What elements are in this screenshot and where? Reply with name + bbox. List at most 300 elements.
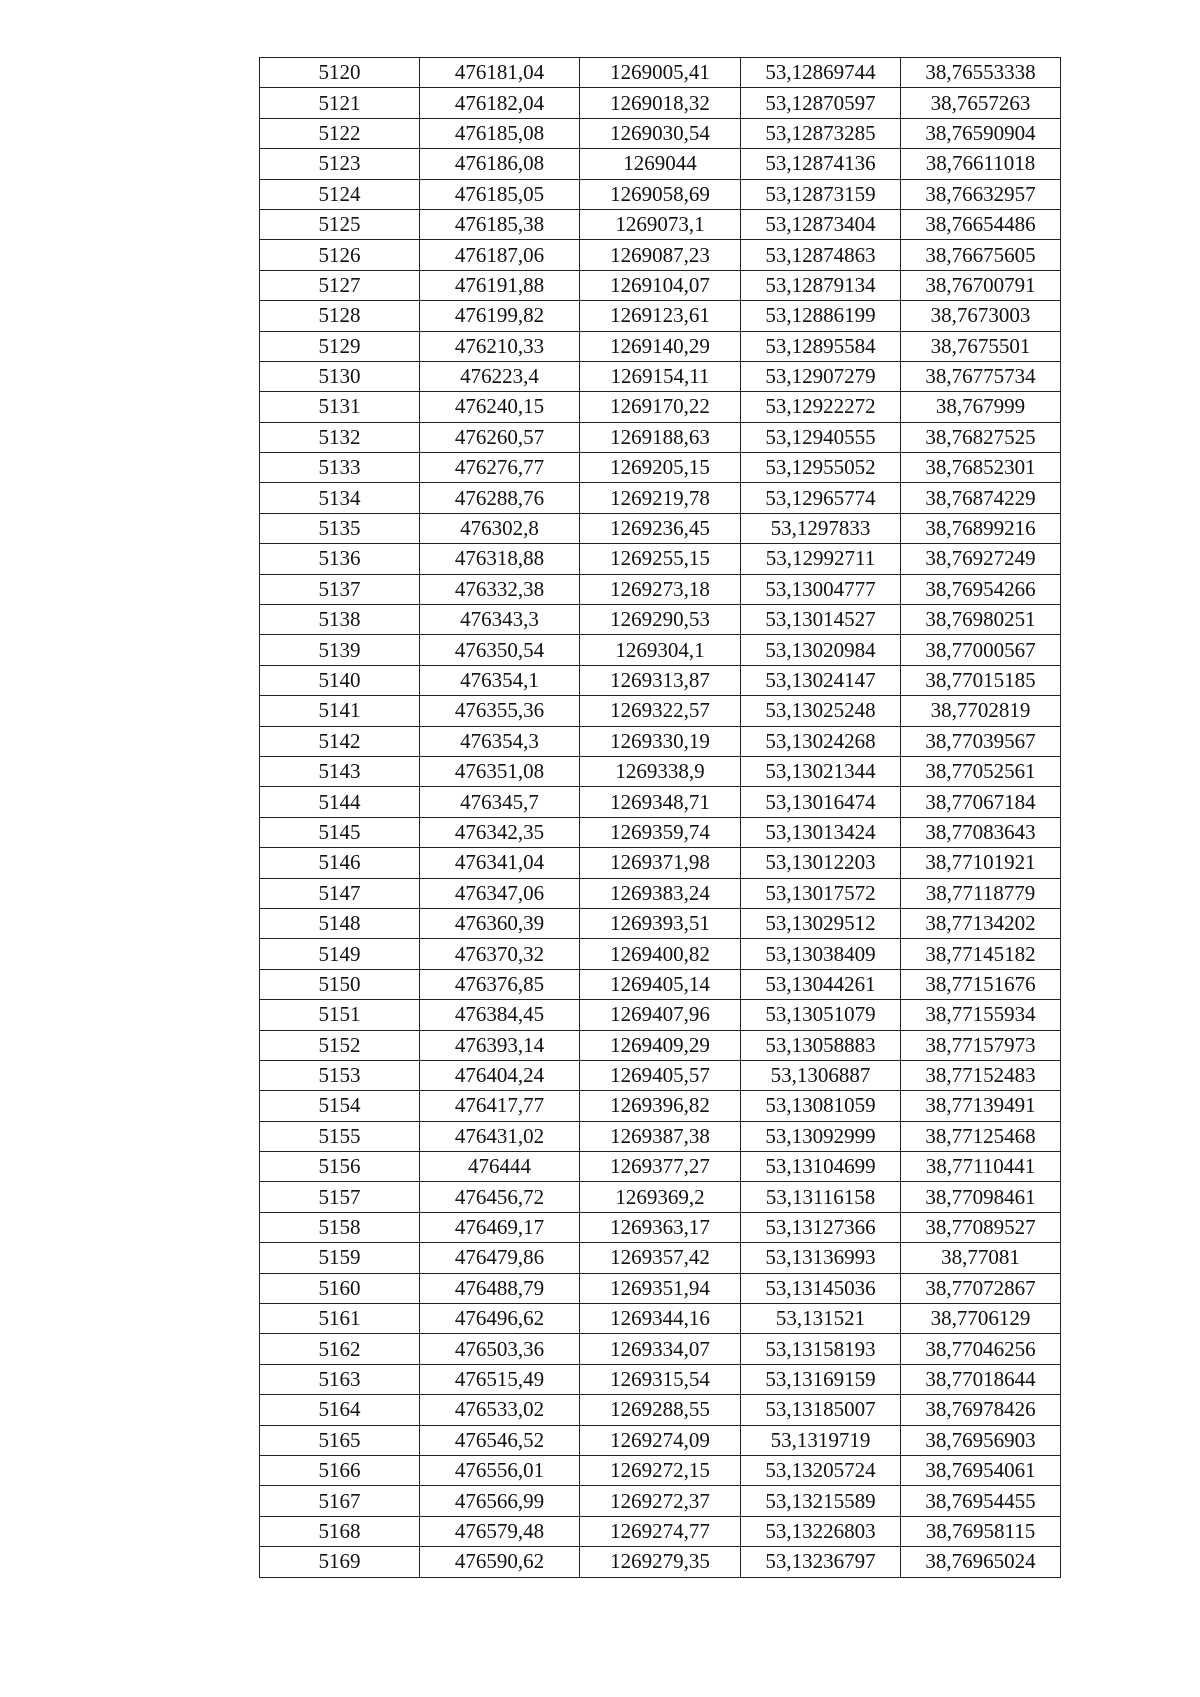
table-row <box>260 179 1061 209</box>
point-number-cell: 5146 <box>260 848 420 878</box>
y-coordinate-cell: 1269369,2 <box>580 1182 741 1212</box>
latitude-cell: 53,12965774 <box>741 483 901 513</box>
latitude-cell: 53,12992711 <box>741 544 901 574</box>
longitude-cell: 38,77046256 <box>901 1334 1061 1364</box>
latitude-cell: 53,12873159 <box>741 179 901 209</box>
longitude-cell: 38,77157973 <box>901 1030 1061 1060</box>
x-coordinate-cell: 476496,62 <box>420 1304 580 1334</box>
latitude-cell: 53,13025248 <box>741 696 901 726</box>
table-row <box>260 635 1061 665</box>
longitude-cell: 38,76874229 <box>901 483 1061 513</box>
point-number-cell: 5126 <box>260 240 420 270</box>
latitude-cell: 53,12886199 <box>741 301 901 331</box>
y-coordinate-cell: 1269274,09 <box>580 1425 741 1455</box>
longitude-cell: 38,76978426 <box>901 1395 1061 1425</box>
latitude-cell: 53,12922272 <box>741 392 901 422</box>
y-coordinate-cell: 1269330,19 <box>580 726 741 756</box>
table-row <box>260 1152 1061 1182</box>
longitude-cell: 38,77139491 <box>901 1091 1061 1121</box>
x-coordinate-cell: 476503,36 <box>420 1334 580 1364</box>
x-coordinate-cell: 476182,04 <box>420 88 580 118</box>
longitude-cell: 38,76775734 <box>901 361 1061 391</box>
table-row <box>260 1516 1061 1546</box>
longitude-cell: 38,77152483 <box>901 1060 1061 1090</box>
x-coordinate-cell: 476302,8 <box>420 513 580 543</box>
y-coordinate-cell: 1269104,07 <box>580 270 741 300</box>
x-coordinate-cell: 476351,08 <box>420 756 580 786</box>
x-coordinate-cell: 476431,02 <box>420 1121 580 1151</box>
point-number-cell: 5142 <box>260 726 420 756</box>
point-number-cell: 5168 <box>260 1516 420 1546</box>
latitude-cell: 53,13158193 <box>741 1334 901 1364</box>
table-row <box>260 88 1061 118</box>
longitude-cell: 38,76675605 <box>901 240 1061 270</box>
y-coordinate-cell: 1269255,15 <box>580 544 741 574</box>
longitude-cell: 38,76927249 <box>901 544 1061 574</box>
latitude-cell: 53,13104699 <box>741 1152 901 1182</box>
coordinates-table <box>259 57 1061 1578</box>
x-coordinate-cell: 476566,99 <box>420 1486 580 1516</box>
y-coordinate-cell: 1269272,15 <box>580 1455 741 1485</box>
latitude-cell: 53,13081059 <box>741 1091 901 1121</box>
x-coordinate-cell: 476404,24 <box>420 1060 580 1090</box>
x-coordinate-cell: 476579,48 <box>420 1516 580 1546</box>
y-coordinate-cell: 1269344,16 <box>580 1304 741 1334</box>
point-number-cell: 5149 <box>260 939 420 969</box>
x-coordinate-cell: 476515,49 <box>420 1364 580 1394</box>
y-coordinate-cell: 1269371,98 <box>580 848 741 878</box>
x-coordinate-cell: 476181,04 <box>420 58 580 88</box>
longitude-cell: 38,76700791 <box>901 270 1061 300</box>
longitude-cell: 38,76958115 <box>901 1516 1061 1546</box>
point-number-cell: 5138 <box>260 605 420 635</box>
longitude-cell: 38,77081 <box>901 1243 1061 1273</box>
latitude-cell: 53,13205724 <box>741 1455 901 1485</box>
table-row <box>260 1182 1061 1212</box>
table-row <box>260 1030 1061 1060</box>
latitude-cell: 53,13145036 <box>741 1273 901 1303</box>
x-coordinate-cell: 476288,76 <box>420 483 580 513</box>
y-coordinate-cell: 1269351,94 <box>580 1273 741 1303</box>
table-row <box>260 1000 1061 1030</box>
x-coordinate-cell: 476191,88 <box>420 270 580 300</box>
point-number-cell: 5156 <box>260 1152 420 1182</box>
x-coordinate-cell: 476187,06 <box>420 240 580 270</box>
point-number-cell: 5152 <box>260 1030 420 1060</box>
y-coordinate-cell: 1269044 <box>580 149 741 179</box>
y-coordinate-cell: 1269334,07 <box>580 1334 741 1364</box>
longitude-cell: 38,77134202 <box>901 908 1061 938</box>
latitude-cell: 53,12873285 <box>741 118 901 148</box>
y-coordinate-cell: 1269400,82 <box>580 939 741 969</box>
table-row <box>260 939 1061 969</box>
longitude-cell: 38,76852301 <box>901 453 1061 483</box>
longitude-cell: 38,76980251 <box>901 605 1061 635</box>
y-coordinate-cell: 1269377,27 <box>580 1152 741 1182</box>
y-coordinate-cell: 1269393,51 <box>580 908 741 938</box>
latitude-cell: 53,13038409 <box>741 939 901 969</box>
latitude-cell: 53,12955052 <box>741 453 901 483</box>
x-coordinate-cell: 476456,72 <box>420 1182 580 1212</box>
table-row <box>260 726 1061 756</box>
longitude-cell: 38,76611018 <box>901 149 1061 179</box>
y-coordinate-cell: 1269363,17 <box>580 1212 741 1242</box>
point-number-cell: 5155 <box>260 1121 420 1151</box>
table-row <box>260 605 1061 635</box>
latitude-cell: 53,13044261 <box>741 969 901 999</box>
y-coordinate-cell: 1269154,11 <box>580 361 741 391</box>
latitude-cell: 53,13021344 <box>741 756 901 786</box>
latitude-cell: 53,13092999 <box>741 1121 901 1151</box>
x-coordinate-cell: 476223,4 <box>420 361 580 391</box>
point-number-cell: 5158 <box>260 1212 420 1242</box>
point-number-cell: 5136 <box>260 544 420 574</box>
latitude-cell: 53,12874863 <box>741 240 901 270</box>
longitude-cell: 38,77000567 <box>901 635 1061 665</box>
longitude-cell: 38,77145182 <box>901 939 1061 969</box>
x-coordinate-cell: 476546,52 <box>420 1425 580 1455</box>
longitude-cell: 38,77151676 <box>901 969 1061 999</box>
table-row <box>260 331 1061 361</box>
latitude-cell: 53,13185007 <box>741 1395 901 1425</box>
point-number-cell: 5159 <box>260 1243 420 1273</box>
longitude-cell: 38,76956903 <box>901 1425 1061 1455</box>
latitude-cell: 53,13024147 <box>741 665 901 695</box>
point-number-cell: 5166 <box>260 1455 420 1485</box>
latitude-cell: 53,13051079 <box>741 1000 901 1030</box>
table-row <box>260 301 1061 331</box>
x-coordinate-cell: 476332,38 <box>420 574 580 604</box>
x-coordinate-cell: 476360,39 <box>420 908 580 938</box>
table-row <box>260 58 1061 88</box>
table-row <box>260 1425 1061 1455</box>
point-number-cell: 5139 <box>260 635 420 665</box>
latitude-cell: 53,12874136 <box>741 149 901 179</box>
y-coordinate-cell: 1269313,87 <box>580 665 741 695</box>
longitude-cell: 38,77101921 <box>901 848 1061 878</box>
longitude-cell: 38,77155934 <box>901 1000 1061 1030</box>
y-coordinate-cell: 1269383,24 <box>580 878 741 908</box>
longitude-cell: 38,76632957 <box>901 179 1061 209</box>
latitude-cell: 53,12940555 <box>741 422 901 452</box>
point-number-cell: 5123 <box>260 149 420 179</box>
table-row <box>260 1395 1061 1425</box>
point-number-cell: 5143 <box>260 756 420 786</box>
table-row <box>260 665 1061 695</box>
x-coordinate-cell: 476318,88 <box>420 544 580 574</box>
x-coordinate-cell: 476354,3 <box>420 726 580 756</box>
x-coordinate-cell: 476341,04 <box>420 848 580 878</box>
table-row <box>260 787 1061 817</box>
x-coordinate-cell: 476350,54 <box>420 635 580 665</box>
y-coordinate-cell: 1269273,18 <box>580 574 741 604</box>
y-coordinate-cell: 1269030,54 <box>580 118 741 148</box>
x-coordinate-cell: 476384,45 <box>420 1000 580 1030</box>
latitude-cell: 53,1319719 <box>741 1425 901 1455</box>
x-coordinate-cell: 476590,62 <box>420 1547 580 1577</box>
longitude-cell: 38,77083643 <box>901 817 1061 847</box>
point-number-cell: 5120 <box>260 58 420 88</box>
x-coordinate-cell: 476533,02 <box>420 1395 580 1425</box>
latitude-cell: 53,1297833 <box>741 513 901 543</box>
table-row <box>260 1091 1061 1121</box>
point-number-cell: 5150 <box>260 969 420 999</box>
latitude-cell: 53,13058883 <box>741 1030 901 1060</box>
table-row <box>260 1060 1061 1090</box>
point-number-cell: 5165 <box>260 1425 420 1455</box>
table-row <box>260 270 1061 300</box>
table-row <box>260 1455 1061 1485</box>
table-row <box>260 1273 1061 1303</box>
table-row <box>260 756 1061 786</box>
point-number-cell: 5147 <box>260 878 420 908</box>
x-coordinate-cell: 476185,38 <box>420 209 580 239</box>
coordinates-table-body <box>260 58 1061 1578</box>
point-number-cell: 5163 <box>260 1364 420 1394</box>
y-coordinate-cell: 1269357,42 <box>580 1243 741 1273</box>
x-coordinate-cell: 476354,1 <box>420 665 580 695</box>
y-coordinate-cell: 1269018,32 <box>580 88 741 118</box>
point-number-cell: 5133 <box>260 453 420 483</box>
x-coordinate-cell: 476417,77 <box>420 1091 580 1121</box>
table-row <box>260 969 1061 999</box>
point-number-cell: 5153 <box>260 1060 420 1090</box>
point-number-cell: 5128 <box>260 301 420 331</box>
point-number-cell: 5131 <box>260 392 420 422</box>
latitude-cell: 53,13136993 <box>741 1243 901 1273</box>
y-coordinate-cell: 1269219,78 <box>580 483 741 513</box>
point-number-cell: 5125 <box>260 209 420 239</box>
longitude-cell: 38,77018644 <box>901 1364 1061 1394</box>
x-coordinate-cell: 476260,57 <box>420 422 580 452</box>
table-row <box>260 1334 1061 1364</box>
longitude-cell: 38,76899216 <box>901 513 1061 543</box>
latitude-cell: 53,13024268 <box>741 726 901 756</box>
latitude-cell: 53,13014527 <box>741 605 901 635</box>
table-row <box>260 1304 1061 1334</box>
point-number-cell: 5145 <box>260 817 420 847</box>
point-number-cell: 5144 <box>260 787 420 817</box>
point-number-cell: 5157 <box>260 1182 420 1212</box>
longitude-cell: 38,76954061 <box>901 1455 1061 1485</box>
y-coordinate-cell: 1269073,1 <box>580 209 741 239</box>
x-coordinate-cell: 476210,33 <box>420 331 580 361</box>
y-coordinate-cell: 1269170,22 <box>580 392 741 422</box>
x-coordinate-cell: 476185,05 <box>420 179 580 209</box>
latitude-cell: 53,13012203 <box>741 848 901 878</box>
y-coordinate-cell: 1269188,63 <box>580 422 741 452</box>
longitude-cell: 38,76553338 <box>901 58 1061 88</box>
x-coordinate-cell: 476240,15 <box>420 392 580 422</box>
latitude-cell: 53,13236797 <box>741 1547 901 1577</box>
point-number-cell: 5124 <box>260 179 420 209</box>
latitude-cell: 53,12879134 <box>741 270 901 300</box>
y-coordinate-cell: 1269396,82 <box>580 1091 741 1121</box>
y-coordinate-cell: 1269140,29 <box>580 331 741 361</box>
latitude-cell: 53,1306887 <box>741 1060 901 1090</box>
x-coordinate-cell: 476342,35 <box>420 817 580 847</box>
longitude-cell: 38,76827525 <box>901 422 1061 452</box>
table-row <box>260 483 1061 513</box>
longitude-cell: 38,767999 <box>901 392 1061 422</box>
y-coordinate-cell: 1269359,74 <box>580 817 741 847</box>
longitude-cell: 38,76954455 <box>901 1486 1061 1516</box>
latitude-cell: 53,13017572 <box>741 878 901 908</box>
y-coordinate-cell: 1269005,41 <box>580 58 741 88</box>
table-row <box>260 1364 1061 1394</box>
longitude-cell: 38,7657263 <box>901 88 1061 118</box>
point-number-cell: 5134 <box>260 483 420 513</box>
longitude-cell: 38,7673003 <box>901 301 1061 331</box>
y-coordinate-cell: 1269123,61 <box>580 301 741 331</box>
latitude-cell: 53,13226803 <box>741 1516 901 1546</box>
table-row <box>260 392 1061 422</box>
x-coordinate-cell: 476276,77 <box>420 453 580 483</box>
y-coordinate-cell: 1269087,23 <box>580 240 741 270</box>
point-number-cell: 5129 <box>260 331 420 361</box>
longitude-cell: 38,76965024 <box>901 1547 1061 1577</box>
longitude-cell: 38,77118779 <box>901 878 1061 908</box>
longitude-cell: 38,77015185 <box>901 665 1061 695</box>
latitude-cell: 53,12873404 <box>741 209 901 239</box>
y-coordinate-cell: 1269387,38 <box>580 1121 741 1151</box>
point-number-cell: 5141 <box>260 696 420 726</box>
x-coordinate-cell: 476376,85 <box>420 969 580 999</box>
longitude-cell: 38,7702819 <box>901 696 1061 726</box>
longitude-cell: 38,77125468 <box>901 1121 1061 1151</box>
y-coordinate-cell: 1269322,57 <box>580 696 741 726</box>
table-row <box>260 240 1061 270</box>
point-number-cell: 5151 <box>260 1000 420 1030</box>
point-number-cell: 5127 <box>260 270 420 300</box>
point-number-cell: 5122 <box>260 118 420 148</box>
table-row <box>260 544 1061 574</box>
x-coordinate-cell: 476393,14 <box>420 1030 580 1060</box>
table-row <box>260 1243 1061 1273</box>
table-row <box>260 1486 1061 1516</box>
x-coordinate-cell: 476185,08 <box>420 118 580 148</box>
x-coordinate-cell: 476444 <box>420 1152 580 1182</box>
table-row <box>260 878 1061 908</box>
y-coordinate-cell: 1269304,1 <box>580 635 741 665</box>
longitude-cell: 38,76954266 <box>901 574 1061 604</box>
x-coordinate-cell: 476347,06 <box>420 878 580 908</box>
point-number-cell: 5161 <box>260 1304 420 1334</box>
point-number-cell: 5137 <box>260 574 420 604</box>
point-number-cell: 5160 <box>260 1273 420 1303</box>
table-row <box>260 422 1061 452</box>
latitude-cell: 53,13016474 <box>741 787 901 817</box>
point-number-cell: 5164 <box>260 1395 420 1425</box>
latitude-cell: 53,13116158 <box>741 1182 901 1212</box>
table-row <box>260 574 1061 604</box>
latitude-cell: 53,12870597 <box>741 88 901 118</box>
table-row <box>260 453 1061 483</box>
latitude-cell: 53,13013424 <box>741 817 901 847</box>
longitude-cell: 38,7706129 <box>901 1304 1061 1334</box>
y-coordinate-cell: 1269407,96 <box>580 1000 741 1030</box>
longitude-cell: 38,77089527 <box>901 1212 1061 1242</box>
longitude-cell: 38,77039567 <box>901 726 1061 756</box>
point-number-cell: 5135 <box>260 513 420 543</box>
table-row <box>260 817 1061 847</box>
x-coordinate-cell: 476199,82 <box>420 301 580 331</box>
y-coordinate-cell: 1269348,71 <box>580 787 741 817</box>
longitude-cell: 38,76654486 <box>901 209 1061 239</box>
longitude-cell: 38,76590904 <box>901 118 1061 148</box>
longitude-cell: 38,77067184 <box>901 787 1061 817</box>
x-coordinate-cell: 476488,79 <box>420 1273 580 1303</box>
point-number-cell: 5167 <box>260 1486 420 1516</box>
point-number-cell: 5130 <box>260 361 420 391</box>
table-row <box>260 1212 1061 1242</box>
longitude-cell: 38,77052561 <box>901 756 1061 786</box>
table-row <box>260 118 1061 148</box>
longitude-cell: 38,7675501 <box>901 331 1061 361</box>
y-coordinate-cell: 1269315,54 <box>580 1364 741 1394</box>
latitude-cell: 53,12869744 <box>741 58 901 88</box>
point-number-cell: 5162 <box>260 1334 420 1364</box>
x-coordinate-cell: 476479,86 <box>420 1243 580 1273</box>
point-number-cell: 5169 <box>260 1547 420 1577</box>
y-coordinate-cell: 1269279,35 <box>580 1547 741 1577</box>
y-coordinate-cell: 1269405,57 <box>580 1060 741 1090</box>
longitude-cell: 38,77072867 <box>901 1273 1061 1303</box>
latitude-cell: 53,13004777 <box>741 574 901 604</box>
point-number-cell: 5132 <box>260 422 420 452</box>
y-coordinate-cell: 1269236,45 <box>580 513 741 543</box>
latitude-cell: 53,13127366 <box>741 1212 901 1242</box>
latitude-cell: 53,13020984 <box>741 635 901 665</box>
y-coordinate-cell: 1269290,53 <box>580 605 741 635</box>
x-coordinate-cell: 476355,36 <box>420 696 580 726</box>
latitude-cell: 53,13215589 <box>741 1486 901 1516</box>
table-row <box>260 696 1061 726</box>
y-coordinate-cell: 1269272,37 <box>580 1486 741 1516</box>
x-coordinate-cell: 476469,17 <box>420 1212 580 1242</box>
table-row <box>260 209 1061 239</box>
y-coordinate-cell: 1269058,69 <box>580 179 741 209</box>
x-coordinate-cell: 476343,3 <box>420 605 580 635</box>
longitude-cell: 38,77098461 <box>901 1182 1061 1212</box>
y-coordinate-cell: 1269274,77 <box>580 1516 741 1546</box>
table-row <box>260 513 1061 543</box>
table-row <box>260 149 1061 179</box>
y-coordinate-cell: 1269405,14 <box>580 969 741 999</box>
point-number-cell: 5154 <box>260 1091 420 1121</box>
point-number-cell: 5140 <box>260 665 420 695</box>
latitude-cell: 53,12907279 <box>741 361 901 391</box>
y-coordinate-cell: 1269409,29 <box>580 1030 741 1060</box>
table-row <box>260 361 1061 391</box>
table-row <box>260 1121 1061 1151</box>
x-coordinate-cell: 476186,08 <box>420 149 580 179</box>
x-coordinate-cell: 476556,01 <box>420 1455 580 1485</box>
latitude-cell: 53,13169159 <box>741 1364 901 1394</box>
table-row <box>260 848 1061 878</box>
y-coordinate-cell: 1269338,9 <box>580 756 741 786</box>
point-number-cell: 5121 <box>260 88 420 118</box>
x-coordinate-cell: 476370,32 <box>420 939 580 969</box>
point-number-cell: 5148 <box>260 908 420 938</box>
y-coordinate-cell: 1269288,55 <box>580 1395 741 1425</box>
x-coordinate-cell: 476345,7 <box>420 787 580 817</box>
table-row <box>260 1547 1061 1577</box>
latitude-cell: 53,12895584 <box>741 331 901 361</box>
table-row <box>260 908 1061 938</box>
longitude-cell: 38,77110441 <box>901 1152 1061 1182</box>
y-coordinate-cell: 1269205,15 <box>580 453 741 483</box>
